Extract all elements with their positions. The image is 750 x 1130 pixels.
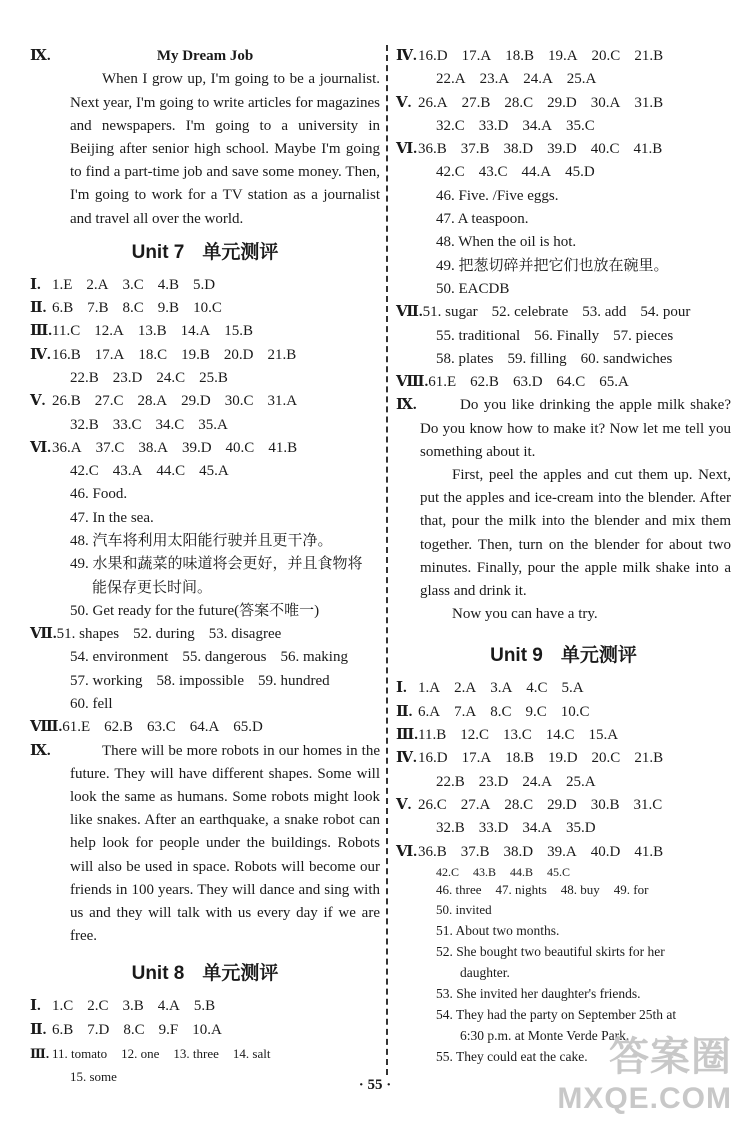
section-label: Ⅴ. — [30, 393, 46, 410]
answer-row — [396, 841, 731, 864]
answer-item: 47. nights — [495, 881, 547, 897]
answer-item: 65.D — [233, 719, 263, 736]
answer-item: 10.A — [192, 1021, 222, 1038]
answer-49: 49. 水果和蔬菜的味道将会更好，并且食物将 — [70, 556, 363, 573]
answer-item: 9.C — [525, 703, 547, 720]
answer-item: 60. sandwiches — [580, 350, 673, 367]
answer-item: 29.D — [547, 94, 577, 111]
answer-item: 19.A — [547, 48, 578, 64]
answer-item: 60. fell — [70, 696, 113, 713]
answer-item: 16.B — [52, 346, 81, 363]
answer-item: 65.A — [599, 374, 629, 391]
answer-item: 25.B — [199, 369, 228, 386]
answer-item: 7.D — [87, 1021, 110, 1038]
answer-item: 25.A — [565, 773, 596, 790]
answer-item: 11.C — [52, 323, 81, 340]
essay3-paragraph-1: Do you like drinking the apple milk shake? Do you know how to make it? Now let me tell you something about it. — [420, 397, 731, 460]
answer-item: 62.B — [104, 719, 133, 736]
answer-item: 44.B — [510, 864, 534, 879]
answer-item: 38.A — [138, 439, 168, 456]
answer-item: 32.B — [436, 820, 465, 837]
answer-row — [30, 437, 380, 460]
answer-46: 46. Food. — [70, 486, 128, 503]
answer-row — [30, 693, 380, 716]
section-label: Ⅳ. — [396, 48, 417, 64]
answer-row — [396, 348, 731, 371]
answer-item: 24.A — [523, 71, 553, 88]
answer-52-cont: daughter. — [460, 964, 510, 980]
answer-item: 26.A — [418, 94, 448, 111]
section-label: Ⅶ. — [30, 626, 57, 643]
answer-item: 43.C — [478, 164, 508, 181]
answer-row — [396, 724, 731, 747]
answer-item: 11. tomato — [52, 1046, 108, 1062]
section-label: Ⅴ. — [396, 94, 412, 111]
answer-item: 51. sugar — [422, 304, 478, 321]
answer-item: 2.C — [87, 998, 109, 1015]
answer-item: 63.D — [512, 374, 543, 391]
answer-item: 33.C — [112, 416, 142, 433]
answer-item: 35.D — [565, 820, 596, 837]
unit9-heading — [396, 640, 731, 667]
answer-item: 7.B — [87, 300, 109, 317]
answer-item: 21.B — [267, 346, 297, 363]
answer-item: 12.A — [94, 323, 124, 340]
answer-item: 38.D — [503, 141, 534, 158]
answer-50: 50. Get ready for the future(答案不唯一) — [70, 602, 320, 619]
essay3-paragraph-3: Now you can have a try. — [452, 606, 598, 623]
answer-item: 33.D — [478, 117, 509, 134]
answer-item: 52. celebrate — [491, 304, 569, 321]
answer-item: 42.C — [436, 864, 460, 879]
answer-item: 59. filling — [507, 350, 567, 367]
answer-row — [396, 301, 731, 324]
answer-row — [30, 367, 380, 390]
answer-item: 23.A — [479, 71, 510, 88]
answer-item: 58. plates — [436, 350, 494, 367]
answer-row — [30, 670, 380, 693]
answer-item: 19.D — [547, 750, 578, 767]
right-column — [396, 45, 731, 1067]
answer-49-cont: 能保存更长时间。 — [92, 579, 213, 596]
answer-item: 31.A — [267, 393, 298, 410]
essay2-block — [30, 740, 380, 949]
answer-item: 53. add — [582, 304, 627, 321]
answer-item: 17.A — [461, 48, 492, 64]
unit9-subtitle: 单元测评 — [560, 645, 637, 667]
answer-row — [396, 701, 731, 724]
answer-item: 15.B — [224, 323, 253, 340]
answer-50: 50. invited — [436, 901, 492, 917]
answer-item: 43.B — [473, 864, 497, 879]
answer-item: 37.B — [460, 843, 490, 860]
answer-55: 55. They could eat the cake. — [436, 1048, 588, 1064]
answer-item: 57. pieces — [613, 327, 674, 344]
answer-54: 54. They had the party on September 25th at — [436, 1006, 677, 1022]
answer-row — [396, 92, 731, 115]
answer-item: 41.B — [268, 439, 298, 456]
answer-item: 34.A — [522, 117, 552, 134]
answer-row — [396, 371, 731, 394]
column-divider — [386, 45, 390, 1075]
answer-item: 7.A — [454, 703, 477, 720]
section-label: Ⅱ. — [30, 1021, 47, 1038]
answer-item: 51. shapes — [56, 626, 120, 643]
answer-item: 21.B — [634, 48, 664, 64]
answer-item: 18.B — [505, 48, 534, 64]
answer-item: 61.E — [428, 374, 457, 391]
answer-item: 15.A — [588, 727, 619, 744]
answer-item: 9.F — [158, 1021, 179, 1038]
section-label: Ⅸ. — [396, 397, 417, 414]
answer-item: 56. making — [280, 649, 348, 666]
answer-item: 28.A — [137, 393, 168, 410]
answer-row — [396, 68, 731, 91]
answer-item: 6.B — [52, 300, 74, 317]
answer-item: 29.D — [181, 393, 211, 410]
unit7-title: Unit 7 — [131, 241, 185, 263]
answer-item: 37.C — [95, 439, 125, 456]
answer-49: 49. 把葱切碎并把它们也放在碗里。 — [436, 257, 669, 274]
answer-item: 1.C — [52, 998, 74, 1015]
answer-item: 10.C — [560, 703, 590, 720]
answer-item: 57. working — [70, 672, 143, 689]
answer-46: 46. Five. /Five eggs. — [436, 187, 559, 204]
essay3-block — [396, 394, 731, 626]
section-label: Ⅱ. — [30, 300, 47, 317]
answer-item: 10.C — [193, 300, 222, 317]
answer-item: 56. Finally — [534, 327, 600, 344]
answer-row — [396, 880, 731, 900]
answer-row — [396, 677, 731, 700]
answer-item: 2.A — [86, 276, 109, 293]
answer-item: 22.A — [436, 71, 466, 88]
answer-row — [30, 716, 380, 739]
answer-item: 3.C — [122, 276, 144, 293]
answer-48: 48. 汽车将利用太阳能行驶并且更干净。 — [70, 532, 333, 549]
answer-row — [396, 864, 731, 880]
answer-item: 14.C — [545, 727, 575, 744]
answer-item: 20.C — [591, 750, 621, 767]
answer-item: 5.A — [561, 680, 584, 697]
answer-row — [396, 115, 731, 138]
answer-item: 35.C — [565, 117, 595, 134]
answer-item: 61.E — [62, 719, 91, 736]
section-label: Ⅰ. — [396, 680, 407, 697]
answer-item: 4.A — [157, 998, 180, 1015]
answer-item: 27.B — [461, 94, 491, 111]
answer-item: 64.C — [556, 374, 586, 391]
answer-item: 31.B — [634, 94, 664, 111]
answer-item: 27.C — [94, 393, 124, 410]
answer-item: 28.C — [504, 94, 534, 111]
answer-item: 54. environment — [70, 649, 169, 666]
answer-item: 30.A — [590, 94, 621, 111]
answer-item: 21.B — [634, 750, 664, 767]
answer-row — [30, 1042, 380, 1065]
answer-item: 40.C — [590, 141, 620, 158]
section-label: Ⅷ. — [30, 719, 63, 736]
answer-row — [30, 320, 380, 343]
answer-row — [30, 297, 380, 320]
answer-item: 44.A — [521, 164, 552, 181]
unit7-subtitle: 单元测评 — [202, 241, 279, 263]
answer-item: 12. one — [121, 1046, 160, 1062]
answer-row — [30, 1019, 380, 1042]
answer-item: 27.A — [460, 796, 491, 813]
answer-item: 26.C — [418, 796, 447, 813]
answer-item: 6.B — [52, 1021, 74, 1038]
section-label: Ⅳ. — [396, 750, 417, 767]
answer-item: 48. buy — [560, 881, 600, 897]
left-column — [30, 45, 380, 1089]
answer-item: 35.A — [198, 416, 228, 433]
answer-item: 36.B — [418, 843, 447, 860]
section-label: Ⅵ. — [30, 439, 51, 456]
essay1-header — [30, 45, 380, 68]
answer-item: 18.B — [505, 750, 534, 767]
answer-item: 3.A — [490, 680, 513, 697]
answer-item: 5.B — [193, 998, 216, 1015]
answer-item: 14. salt — [232, 1046, 271, 1062]
answer-item: 45.C — [547, 864, 571, 879]
answer-item: 14.A — [180, 323, 211, 340]
section-label: Ⅶ. — [396, 304, 423, 321]
answer-item: 39.D — [547, 141, 577, 158]
answer-item: 33.D — [478, 820, 509, 837]
answer-item: 38.D — [503, 843, 534, 860]
answer-item: 49. for — [613, 881, 649, 897]
answer-row — [396, 817, 731, 840]
section-label: Ⅲ. — [30, 323, 53, 340]
answer-52: 52. She bought two beautiful skirts for her — [436, 943, 665, 959]
answer-51: 51. About two months. — [436, 922, 560, 938]
answer-item: 17.A — [94, 346, 125, 363]
answer-item: 39.D — [181, 439, 212, 456]
answer-item: 11.B — [418, 727, 447, 744]
answer-47: 47. In the sea. — [70, 509, 154, 526]
answer-item: 45.D — [565, 164, 595, 181]
answer-row — [30, 414, 380, 437]
page-number: · 55 · — [358, 1077, 392, 1093]
unit7-heading — [30, 237, 380, 264]
answer-item: 29.D — [547, 796, 577, 813]
section-label: Ⅵ. — [396, 843, 417, 860]
answer-row — [30, 390, 380, 413]
answer-item: 16.D — [418, 750, 448, 767]
answer-item: 4.C — [526, 680, 548, 697]
answer-item: 32.B — [70, 416, 99, 433]
answer-54-cont: 6:30 p.m. at Monte Verde Park. — [460, 1027, 630, 1043]
section-label: Ⅲ. — [396, 727, 419, 744]
section-label: Ⅰ. — [30, 276, 41, 293]
answer-row — [30, 460, 380, 483]
answer-item: 15. some — [70, 1069, 117, 1085]
answer-item: 16.D — [418, 48, 448, 64]
answer-item: 20.D — [223, 346, 254, 363]
answer-item: 24.C — [156, 369, 186, 386]
answer-item: 36.B — [418, 141, 447, 158]
answer-item: 34.A — [522, 820, 552, 837]
answer-item: 2.A — [454, 680, 477, 697]
section-label: Ⅸ. — [30, 48, 51, 64]
answer-item: 3.B — [122, 998, 144, 1015]
answer-50: 50. EACDB — [436, 280, 510, 297]
answer-item: 8.C — [123, 1021, 145, 1038]
answer-item: 32.C — [436, 117, 465, 134]
answer-item: 13.B — [137, 323, 167, 340]
section-label: Ⅳ. — [30, 346, 51, 363]
answer-item: 18.C — [138, 346, 168, 363]
answer-item: 28.C — [504, 796, 534, 813]
answer-item: 34.C — [155, 416, 185, 433]
answer-item: 36.A — [52, 439, 82, 456]
answer-item: 9.B — [157, 300, 180, 317]
answer-item: 1.E — [52, 276, 73, 293]
answer-item: 20.C — [591, 48, 621, 64]
answer-item: 52. during — [133, 626, 195, 643]
answer-item: 22.B — [436, 773, 465, 790]
unit9-title: Unit 9 — [490, 645, 543, 667]
section-label: Ⅸ. — [30, 742, 51, 759]
answer-item: 13. three — [173, 1046, 219, 1062]
answer-row — [396, 771, 731, 794]
answer-47: 47. A teaspoon. — [436, 211, 529, 228]
essay1-text: When I grow up, I'm going to be a journalist. Next year, I'm going to write articles for magazines and newspapers. I'm going to a university in Beijing after senior high school. Maybe I'm going to find a part-time job and save some money. Then, I'm going to work for a TV station as a journalist and travel all over the world. — [70, 71, 380, 227]
answer-item: 41.B — [634, 843, 664, 860]
answer-item: 45.A — [199, 463, 229, 480]
answer-item: 23.D — [112, 369, 143, 386]
answer-item: 13.C — [503, 727, 532, 744]
answer-item: 30.B — [590, 796, 620, 813]
answer-item: 41.B — [633, 141, 663, 158]
answer-item: 37.B — [460, 141, 490, 158]
answer-48: 48. When the oil is hot. — [436, 234, 577, 251]
answer-row — [30, 646, 380, 669]
essay-title: My Dream Job — [156, 48, 254, 64]
section-label: Ⅷ. — [396, 374, 429, 391]
watermark-url: MXQE.COM — [557, 1082, 732, 1115]
answer-item: 26.B — [52, 393, 81, 410]
answer-item: 5.D — [193, 276, 216, 293]
answer-item: 42.C — [70, 463, 99, 480]
answer-item: 23.D — [478, 773, 509, 790]
answer-item: 42.C — [436, 164, 465, 181]
answer-item: 4.B — [157, 276, 180, 293]
answer-item: 31.C — [633, 796, 663, 813]
answer-row — [30, 623, 380, 646]
answer-item: 40.C — [225, 439, 255, 456]
section-label: Ⅲ. — [30, 1046, 50, 1062]
answer-item: 25.A — [566, 71, 597, 88]
answer-item: 22.B — [70, 369, 99, 386]
answer-item: 39.A — [547, 843, 577, 860]
answer-item: 17.A — [461, 750, 492, 767]
answer-row — [30, 344, 380, 367]
answer-row — [396, 794, 731, 817]
watermark — [557, 1025, 732, 1116]
answer-row — [396, 138, 731, 161]
answer-item: 6.A — [418, 703, 441, 720]
answer-53: 53. She invited her daughter's friends. — [436, 985, 641, 1001]
answer-item: 53. disagree — [208, 626, 282, 643]
answer-item: 59. hundred — [258, 672, 330, 689]
answer-item: 43.A — [112, 463, 143, 480]
answer-item: 55. traditional — [436, 327, 521, 344]
answer-item: 40.D — [590, 843, 621, 860]
answer-item: 8.C — [122, 300, 144, 317]
section-label: Ⅴ. — [396, 796, 412, 813]
essay2-text: There will be more robots in our homes in the future. They will have different shapes. Some will look the same as humans. Some robots might look like snakes. After an earthquake, a snake robot can help look for people under the buildings. Robots will also be used in space. Robots will become our friends in 100 years. They will dance and sing with us and they will talk with us every day if we are free. — [70, 742, 380, 945]
answer-item: 30.C — [224, 393, 254, 410]
answer-item: 55. dangerous — [182, 649, 267, 666]
answer-item: 44.C — [156, 463, 186, 480]
unit8-heading — [30, 958, 380, 985]
answer-item: 46. three — [436, 881, 482, 897]
answer-item: 64.A — [189, 719, 220, 736]
answer-item: 8.C — [490, 703, 512, 720]
section-label: Ⅰ. — [30, 998, 41, 1015]
answer-row — [30, 995, 380, 1018]
section-label: Ⅱ. — [396, 703, 413, 720]
answer-item: 1.A — [418, 680, 441, 697]
answer-row — [396, 45, 731, 68]
unit8-subtitle: 单元测评 — [202, 963, 279, 985]
answer-item: 54. pour — [640, 304, 691, 321]
answer-item: 19.B — [181, 346, 210, 363]
answer-row — [396, 325, 731, 348]
answer-item: 12.C — [460, 727, 489, 744]
answer-row — [396, 161, 731, 184]
answer-item: 62.B — [470, 374, 499, 391]
answer-item: 24.A — [522, 773, 552, 790]
answer-item: 58. impossible — [156, 672, 245, 689]
watermark-logo-text: 答案圈 — [609, 1035, 732, 1079]
answer-row — [30, 274, 380, 297]
section-label: Ⅵ. — [396, 141, 417, 158]
essay3-paragraph-2: First, peel the apples and cut them up. Next, put the apples and ice-cream into the blender. After that, pour the milk into the blender and mix them together. Then, turn on the blender for about two minutes. Finally, pour the apple milk shake into a glass and drink it. — [420, 467, 731, 600]
unit8-title: Unit 8 — [131, 963, 185, 985]
answer-item: 63.C — [146, 719, 176, 736]
answer-row — [396, 747, 731, 770]
